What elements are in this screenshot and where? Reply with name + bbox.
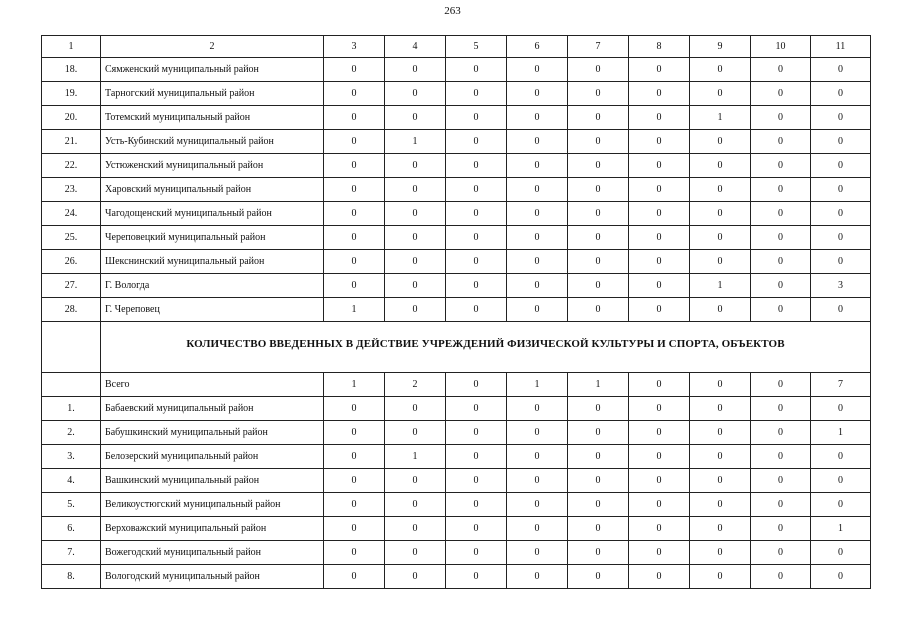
column-number: 5 bbox=[446, 36, 507, 58]
value-cell: 0 bbox=[568, 154, 629, 178]
table-row bbox=[42, 469, 871, 493]
value-cell: 0 bbox=[751, 154, 811, 178]
value-cell: 0 bbox=[507, 517, 568, 541]
table-row bbox=[42, 250, 871, 274]
value-cell: 0 bbox=[446, 58, 507, 82]
value-cell: 0 bbox=[751, 469, 811, 493]
table-row bbox=[42, 445, 871, 469]
value-cell: 0 bbox=[811, 226, 871, 250]
table-row bbox=[42, 397, 871, 421]
column-number: 6 bbox=[507, 36, 568, 58]
value-cell: 0 bbox=[568, 469, 629, 493]
row-number: 22. bbox=[42, 154, 101, 178]
value-cell: 0 bbox=[324, 58, 385, 82]
table-row bbox=[42, 202, 871, 226]
district-name: Сямженский муниципальный район bbox=[101, 58, 324, 82]
value-cell: 0 bbox=[811, 397, 871, 421]
value-cell: 0 bbox=[446, 82, 507, 106]
value-cell: 0 bbox=[385, 178, 446, 202]
section-blank-cell bbox=[42, 322, 101, 373]
value-cell: 0 bbox=[385, 58, 446, 82]
value-cell: 0 bbox=[507, 274, 568, 298]
value-cell: 0 bbox=[690, 130, 751, 154]
value-cell: 0 bbox=[811, 541, 871, 565]
value-cell: 0 bbox=[690, 250, 751, 274]
value-cell: 0 bbox=[690, 202, 751, 226]
column-number: 9 bbox=[690, 36, 751, 58]
district-name: Белозерский муниципальный район bbox=[101, 445, 324, 469]
value-cell: 0 bbox=[811, 565, 871, 589]
value-cell: 0 bbox=[324, 565, 385, 589]
value-cell: 0 bbox=[324, 397, 385, 421]
value-cell: 0 bbox=[324, 178, 385, 202]
table-row bbox=[42, 541, 871, 565]
value-cell: 0 bbox=[751, 421, 811, 445]
value-cell: 0 bbox=[568, 250, 629, 274]
value-cell: 0 bbox=[385, 493, 446, 517]
value-cell: 0 bbox=[568, 106, 629, 130]
value-cell: 0 bbox=[629, 178, 690, 202]
value-cell: 0 bbox=[568, 421, 629, 445]
value-cell: 0 bbox=[811, 202, 871, 226]
column-number: 11 bbox=[811, 36, 871, 58]
value-cell: 0 bbox=[568, 517, 629, 541]
value-cell: 0 bbox=[507, 226, 568, 250]
value-cell: 0 bbox=[385, 298, 446, 322]
district-name: Г. Череповец bbox=[101, 298, 324, 322]
value-cell: 0 bbox=[507, 106, 568, 130]
value-cell: 0 bbox=[751, 250, 811, 274]
value-cell: 0 bbox=[751, 82, 811, 106]
value-cell: 0 bbox=[690, 469, 751, 493]
value-cell: 0 bbox=[568, 298, 629, 322]
value-cell: 0 bbox=[811, 178, 871, 202]
value-cell: 0 bbox=[751, 298, 811, 322]
value-cell: 0 bbox=[507, 202, 568, 226]
value-cell: 0 bbox=[629, 397, 690, 421]
value-cell: 0 bbox=[324, 202, 385, 226]
row-number: 21. bbox=[42, 130, 101, 154]
value-cell: 0 bbox=[751, 373, 811, 397]
value-cell: 0 bbox=[690, 493, 751, 517]
value-cell: 0 bbox=[811, 445, 871, 469]
value-cell: 0 bbox=[629, 250, 690, 274]
row-number: 27. bbox=[42, 274, 101, 298]
value-cell: 0 bbox=[385, 82, 446, 106]
table-row bbox=[42, 130, 871, 154]
row-number: 4. bbox=[42, 469, 101, 493]
value-cell: 0 bbox=[446, 541, 507, 565]
value-cell: 0 bbox=[811, 469, 871, 493]
row-number: 26. bbox=[42, 250, 101, 274]
value-cell: 0 bbox=[751, 517, 811, 541]
table-row bbox=[42, 58, 871, 82]
table-body bbox=[42, 36, 871, 589]
value-cell: 0 bbox=[385, 202, 446, 226]
value-cell: 0 bbox=[629, 445, 690, 469]
section-title: КОЛИЧЕСТВО ВВЕДЕННЫХ В ДЕЙСТВИЕ УЧРЕЖДЕНИЙ ФИЗИЧЕСКОЙ КУЛЬТУРЫ И СПОРТА, ОБЪЕКТОВ bbox=[101, 322, 871, 373]
value-cell: 0 bbox=[324, 517, 385, 541]
column-number-row bbox=[42, 36, 871, 58]
value-cell: 0 bbox=[446, 421, 507, 445]
value-cell: 0 bbox=[446, 274, 507, 298]
statistics-table bbox=[41, 35, 871, 589]
value-cell: 0 bbox=[811, 493, 871, 517]
value-cell: 0 bbox=[751, 397, 811, 421]
value-cell: 0 bbox=[446, 154, 507, 178]
value-cell: 0 bbox=[324, 541, 385, 565]
value-cell: 0 bbox=[385, 154, 446, 178]
value-cell: 0 bbox=[568, 274, 629, 298]
column-number: 2 bbox=[101, 36, 324, 58]
column-number: 10 bbox=[751, 36, 811, 58]
value-cell: 0 bbox=[629, 130, 690, 154]
value-cell: 0 bbox=[629, 226, 690, 250]
district-name: Верховажский муниципальный район bbox=[101, 517, 324, 541]
value-cell: 0 bbox=[690, 178, 751, 202]
row-number: 2. bbox=[42, 421, 101, 445]
value-cell: 0 bbox=[629, 517, 690, 541]
page-number: 263 bbox=[444, 5, 461, 17]
column-number: 4 bbox=[385, 36, 446, 58]
value-cell: 0 bbox=[446, 397, 507, 421]
table-row bbox=[42, 298, 871, 322]
row-number: 5. bbox=[42, 493, 101, 517]
row-number: 3. bbox=[42, 445, 101, 469]
value-cell: 0 bbox=[507, 250, 568, 274]
value-cell: 0 bbox=[690, 397, 751, 421]
value-cell: 0 bbox=[751, 226, 811, 250]
table-row bbox=[42, 517, 871, 541]
district-name: Тарногский муниципальный район bbox=[101, 82, 324, 106]
value-cell: 0 bbox=[324, 226, 385, 250]
district-name: Великоустюгский муниципальный район bbox=[101, 493, 324, 517]
value-cell: 0 bbox=[629, 202, 690, 226]
table-row bbox=[42, 154, 871, 178]
value-cell: 0 bbox=[690, 421, 751, 445]
value-cell: 0 bbox=[446, 226, 507, 250]
value-cell: 0 bbox=[568, 541, 629, 565]
value-cell: 0 bbox=[690, 541, 751, 565]
value-cell: 0 bbox=[629, 493, 690, 517]
value-cell: 1 bbox=[385, 130, 446, 154]
value-cell: 0 bbox=[751, 58, 811, 82]
value-cell: 0 bbox=[446, 298, 507, 322]
value-cell: 0 bbox=[446, 178, 507, 202]
row-number: 7. bbox=[42, 541, 101, 565]
value-cell: 0 bbox=[324, 274, 385, 298]
value-cell: 0 bbox=[507, 58, 568, 82]
value-cell: 0 bbox=[690, 373, 751, 397]
row-number: 28. bbox=[42, 298, 101, 322]
value-cell: 0 bbox=[385, 541, 446, 565]
value-cell: 0 bbox=[385, 274, 446, 298]
value-cell: 0 bbox=[507, 541, 568, 565]
value-cell: 0 bbox=[811, 106, 871, 130]
value-cell: 0 bbox=[507, 397, 568, 421]
value-cell: 1 bbox=[385, 445, 446, 469]
district-name: Харовский муниципальный район bbox=[101, 178, 324, 202]
row-number: 8. bbox=[42, 565, 101, 589]
value-cell: 0 bbox=[385, 250, 446, 274]
value-cell: 0 bbox=[324, 154, 385, 178]
value-cell: 0 bbox=[690, 445, 751, 469]
value-cell: 0 bbox=[811, 154, 871, 178]
value-cell: 0 bbox=[385, 565, 446, 589]
district-name: Всего bbox=[101, 373, 324, 397]
value-cell: 0 bbox=[690, 565, 751, 589]
value-cell: 0 bbox=[324, 250, 385, 274]
row-number: 18. bbox=[42, 58, 101, 82]
value-cell: 0 bbox=[690, 226, 751, 250]
value-cell: 0 bbox=[385, 421, 446, 445]
value-cell: 0 bbox=[385, 226, 446, 250]
value-cell: 0 bbox=[751, 178, 811, 202]
table-row bbox=[42, 226, 871, 250]
total-row bbox=[42, 373, 871, 397]
value-cell: 0 bbox=[507, 178, 568, 202]
value-cell: 0 bbox=[568, 58, 629, 82]
district-name: Тотемский муниципальный район bbox=[101, 106, 324, 130]
value-cell: 1 bbox=[811, 421, 871, 445]
district-name: Усть-Кубинский муниципальный район bbox=[101, 130, 324, 154]
value-cell: 1 bbox=[690, 274, 751, 298]
value-cell: 3 bbox=[811, 274, 871, 298]
value-cell: 0 bbox=[751, 445, 811, 469]
district-name: Вожегодский муниципальный район bbox=[101, 541, 324, 565]
value-cell: 1 bbox=[324, 373, 385, 397]
district-name: Бабушкинский муниципальный район bbox=[101, 421, 324, 445]
value-cell: 0 bbox=[690, 517, 751, 541]
value-cell: 0 bbox=[385, 517, 446, 541]
value-cell: 0 bbox=[507, 421, 568, 445]
value-cell: 0 bbox=[629, 82, 690, 106]
section-header-row bbox=[42, 322, 871, 373]
value-cell: 0 bbox=[446, 202, 507, 226]
table-row bbox=[42, 421, 871, 445]
value-cell: 0 bbox=[751, 493, 811, 517]
row-number: 20. bbox=[42, 106, 101, 130]
district-name: Чагодощенский муниципальный район bbox=[101, 202, 324, 226]
value-cell: 0 bbox=[751, 565, 811, 589]
table-row bbox=[42, 82, 871, 106]
value-cell: 0 bbox=[446, 373, 507, 397]
value-cell: 0 bbox=[629, 565, 690, 589]
value-cell: 0 bbox=[751, 274, 811, 298]
value-cell: 0 bbox=[507, 130, 568, 154]
value-cell: 0 bbox=[568, 130, 629, 154]
district-name: Вологодский муниципальный район bbox=[101, 565, 324, 589]
value-cell: 0 bbox=[385, 469, 446, 493]
value-cell: 0 bbox=[324, 493, 385, 517]
value-cell: 0 bbox=[324, 469, 385, 493]
value-cell: 0 bbox=[568, 202, 629, 226]
column-number: 3 bbox=[324, 36, 385, 58]
value-cell: 0 bbox=[507, 154, 568, 178]
value-cell: 0 bbox=[811, 58, 871, 82]
column-number: 1 bbox=[42, 36, 101, 58]
value-cell: 0 bbox=[811, 250, 871, 274]
value-cell: 0 bbox=[568, 493, 629, 517]
value-cell: 0 bbox=[811, 130, 871, 154]
value-cell: 0 bbox=[568, 565, 629, 589]
district-name: Устюженский муниципальный район bbox=[101, 154, 324, 178]
row-number bbox=[42, 373, 101, 397]
table-row bbox=[42, 493, 871, 517]
district-name: Шекснинский муниципальный район bbox=[101, 250, 324, 274]
value-cell: 0 bbox=[568, 445, 629, 469]
value-cell: 0 bbox=[568, 82, 629, 106]
value-cell: 0 bbox=[568, 226, 629, 250]
value-cell: 0 bbox=[751, 130, 811, 154]
value-cell: 0 bbox=[629, 469, 690, 493]
value-cell: 0 bbox=[446, 565, 507, 589]
value-cell: 0 bbox=[324, 445, 385, 469]
value-cell: 0 bbox=[324, 106, 385, 130]
value-cell: 0 bbox=[385, 106, 446, 130]
row-number: 24. bbox=[42, 202, 101, 226]
value-cell: 0 bbox=[324, 130, 385, 154]
value-cell: 0 bbox=[811, 298, 871, 322]
value-cell: 1 bbox=[324, 298, 385, 322]
value-cell: 0 bbox=[690, 154, 751, 178]
column-number: 7 bbox=[568, 36, 629, 58]
row-number: 23. bbox=[42, 178, 101, 202]
value-cell: 0 bbox=[690, 58, 751, 82]
value-cell: 0 bbox=[568, 178, 629, 202]
value-cell: 0 bbox=[629, 274, 690, 298]
row-number: 1. bbox=[42, 397, 101, 421]
table-row bbox=[42, 274, 871, 298]
value-cell: 0 bbox=[629, 541, 690, 565]
district-name: Череповецкий муниципальный район bbox=[101, 226, 324, 250]
value-cell: 1 bbox=[568, 373, 629, 397]
district-name: Бабаевский муниципальный район bbox=[101, 397, 324, 421]
value-cell: 0 bbox=[446, 250, 507, 274]
value-cell: 0 bbox=[446, 493, 507, 517]
value-cell: 0 bbox=[446, 130, 507, 154]
value-cell: 0 bbox=[751, 541, 811, 565]
column-number: 8 bbox=[629, 36, 690, 58]
value-cell: 0 bbox=[629, 421, 690, 445]
row-number: 19. bbox=[42, 82, 101, 106]
value-cell: 1 bbox=[690, 106, 751, 130]
district-name: Г. Вологда bbox=[101, 274, 324, 298]
value-cell: 0 bbox=[751, 106, 811, 130]
value-cell: 1 bbox=[811, 517, 871, 541]
value-cell: 0 bbox=[629, 106, 690, 130]
value-cell: 0 bbox=[446, 106, 507, 130]
value-cell: 0 bbox=[507, 493, 568, 517]
value-cell: 7 bbox=[811, 373, 871, 397]
value-cell: 0 bbox=[446, 469, 507, 493]
value-cell: 0 bbox=[629, 373, 690, 397]
value-cell: 0 bbox=[324, 82, 385, 106]
value-cell: 0 bbox=[690, 82, 751, 106]
table-row bbox=[42, 565, 871, 589]
value-cell: 0 bbox=[629, 298, 690, 322]
value-cell: 0 bbox=[385, 397, 446, 421]
value-cell: 0 bbox=[507, 298, 568, 322]
value-cell: 0 bbox=[751, 202, 811, 226]
value-cell: 2 bbox=[385, 373, 446, 397]
table-row bbox=[42, 106, 871, 130]
value-cell: 0 bbox=[568, 397, 629, 421]
value-cell: 0 bbox=[324, 421, 385, 445]
row-number: 25. bbox=[42, 226, 101, 250]
value-cell: 0 bbox=[507, 445, 568, 469]
district-name: Вашкинский муниципальный район bbox=[101, 469, 324, 493]
value-cell: 0 bbox=[629, 154, 690, 178]
value-cell: 0 bbox=[811, 82, 871, 106]
value-cell: 0 bbox=[690, 298, 751, 322]
value-cell: 0 bbox=[507, 469, 568, 493]
table-row bbox=[42, 178, 871, 202]
value-cell: 0 bbox=[507, 565, 568, 589]
value-cell: 0 bbox=[446, 517, 507, 541]
value-cell: 0 bbox=[507, 82, 568, 106]
value-cell: 0 bbox=[446, 445, 507, 469]
value-cell: 0 bbox=[629, 58, 690, 82]
row-number: 6. bbox=[42, 517, 101, 541]
value-cell: 1 bbox=[507, 373, 568, 397]
